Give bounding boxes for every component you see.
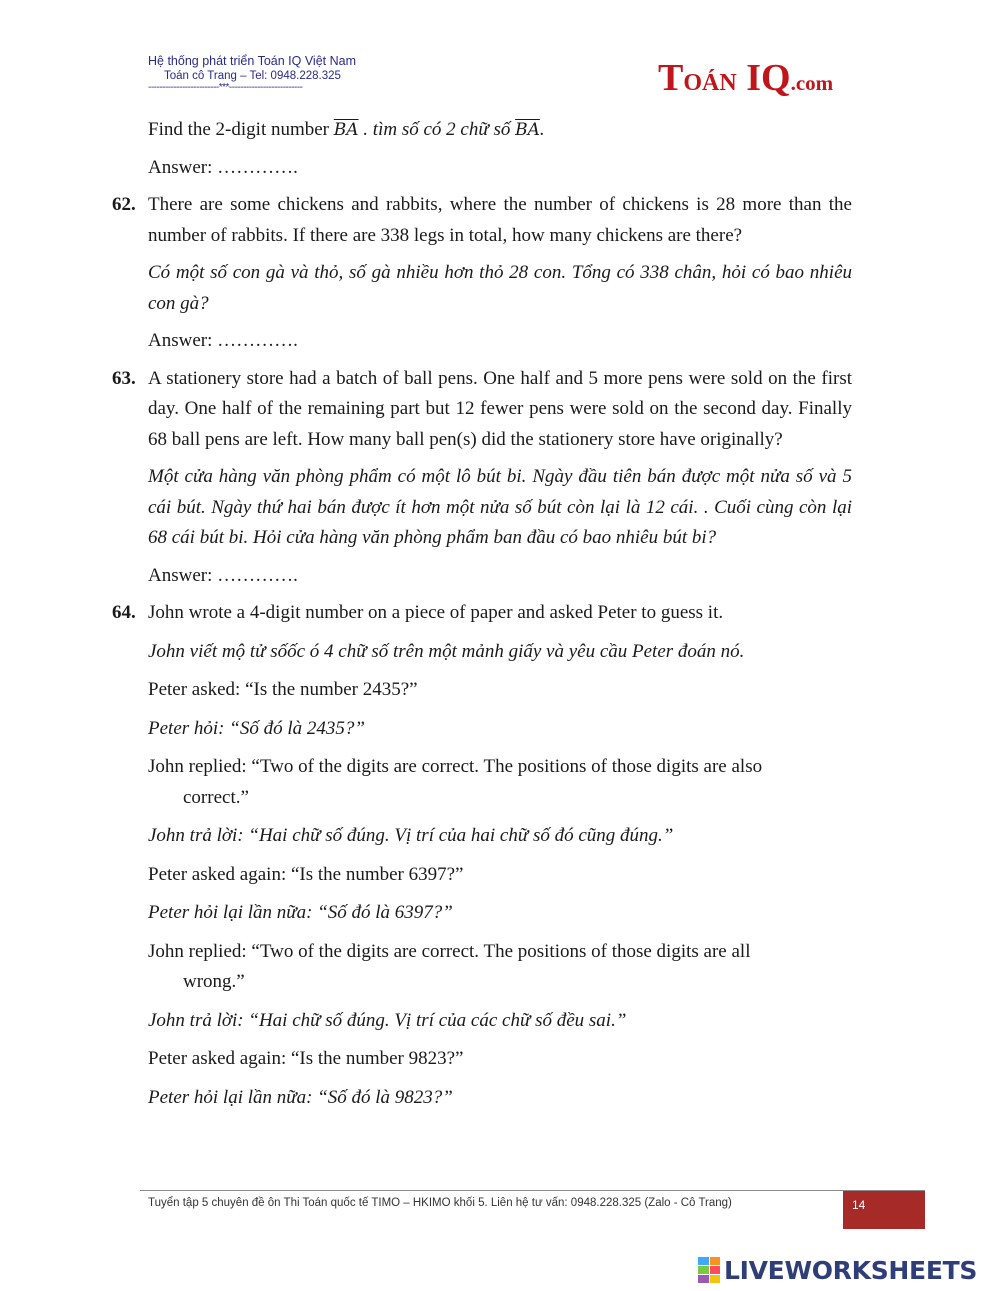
question-text-en: A stationery store had a batch of ball pens. One half and 5 more pens were sold on the first day. One half of the remaining part but 12 fewer pens were sold on the second day. Finally 68 ball pens are left. How many ball pen(s) did the stationery store have originally? bbox=[148, 367, 852, 450]
liveworksheets-brand bbox=[698, 1254, 977, 1286]
question-text-en: John wrote a 4-digit number on a piece of paper and asked Peter to guess it. bbox=[148, 602, 724, 623]
logo-oan: OÁN bbox=[683, 70, 737, 96]
footer-text: Tuyển tập 5 chuyên đề ôn Thi Toán quốc tế TIMO – HKIMO khối 5. Liên hệ tư vấn: 0948.228.325 (Zalo - Cô Trang) bbox=[148, 1197, 732, 1209]
peter-ask-3-vi: Peter hỏi lại lần nữa: “Số đó là 9823?” bbox=[148, 1086, 453, 1108]
header-org: Hệ thống phát triển Toán IQ Việt Nam bbox=[148, 54, 356, 68]
question-text-vi: John viết mộ tử sốốc ó 4 chữ số trên một mảnh giấy và yêu cầu Peter đoán nó. bbox=[148, 640, 745, 662]
question-64 bbox=[112, 598, 852, 629]
john-reply-2-vi: John trả lời: “Hai chữ số đúng. Vị trí của các chữ số đều sai.” bbox=[148, 1009, 627, 1031]
answer-line[interactable]: Answer: …………. bbox=[148, 156, 298, 178]
question-text-vi: Có một số con gà và thỏ, số gà nhiều hơn thỏ 28 con. Tổng có 338 chân, hỏi có bao nhiêu con gà? bbox=[148, 262, 852, 314]
logo-dotcom: .com bbox=[790, 71, 834, 95]
peter-ask-3: Peter asked again: “Is the number 9823?” bbox=[148, 1048, 464, 1069]
question-text-en: There are some chickens and rabbits, where the number of chickens is 28 more than the number of rabbits. If there are 338 legs in total, how many chickens are there? bbox=[148, 194, 852, 246]
peter-ask-2: Peter asked again: “Is the number 6397?” bbox=[148, 863, 464, 885]
page-footer bbox=[140, 1190, 925, 1231]
content bbox=[112, 115, 852, 1113]
question-number: 64. bbox=[112, 602, 136, 623]
answer-line[interactable]: Answer: …………. bbox=[148, 330, 298, 351]
john-reply-2: John replied: “Two of the digits are correct. The positions of those digits are all wrong.” bbox=[148, 940, 751, 992]
john-reply-1: John replied: “Two of the digits are correct. The positions of those digits are also correct.” bbox=[148, 756, 763, 808]
liveworksheets-logo-icon bbox=[698, 1257, 720, 1283]
header-divider: -------------------------***-------------------------- bbox=[148, 82, 303, 93]
overline-ba-2: $\overline{BA}$ bbox=[515, 120, 540, 140]
peter-ask-1: Peter asked: “Is the number 2435?” bbox=[148, 679, 418, 700]
question-62 bbox=[112, 190, 852, 251]
peter-ask-1-vi: Peter hỏi: “Số đó là 2435?” bbox=[148, 717, 365, 739]
find-number-prompt: Find the 2-digit number $\overline{BA}$ . tìm số có 2 chữ số $\overline{BA}$. bbox=[148, 119, 545, 140]
header-contact: Toán cô Trang – Tel: 0948.228.325 bbox=[164, 70, 341, 82]
page-header bbox=[148, 54, 356, 93]
peter-ask-2-vi: Peter hỏi lại lần nữa: “Số đó là 6397?” bbox=[148, 902, 453, 923]
question-number: 62. bbox=[112, 194, 136, 215]
logo-t: T bbox=[658, 57, 684, 99]
question-text-vi: Một cửa hàng văn phòng phẩm có một lô bút bi. Ngày đầu tiên bán được một nửa số và 5 cái bút. Ngày thứ hai bán được ít hơn một nửa số bút còn lại là 12 cái. . Cuối cùng còn lại 68 cái bút bi. Hỏi cửa hàng văn phòng phẩm ban đầu có bao nhiêu bút bi? bbox=[148, 466, 852, 548]
logo-iq: IQ bbox=[736, 57, 791, 99]
page-number-box bbox=[843, 1191, 925, 1229]
page-number: 14 bbox=[852, 1198, 866, 1212]
john-reply-1-vi: John trả lời: “Hai chữ số đúng. Vị trí của hai chữ số đó cũng đúng.” bbox=[148, 825, 674, 846]
question-number: 63. bbox=[112, 367, 136, 389]
question-63 bbox=[112, 364, 852, 456]
liveworksheets-wordmark: LIVEWORKSHEETS bbox=[724, 1255, 978, 1285]
answer-line[interactable]: Answer: …………. bbox=[148, 564, 298, 586]
toaniq-logo bbox=[658, 56, 833, 100]
overline-ba: $\overline{BA}$ bbox=[333, 120, 359, 140]
